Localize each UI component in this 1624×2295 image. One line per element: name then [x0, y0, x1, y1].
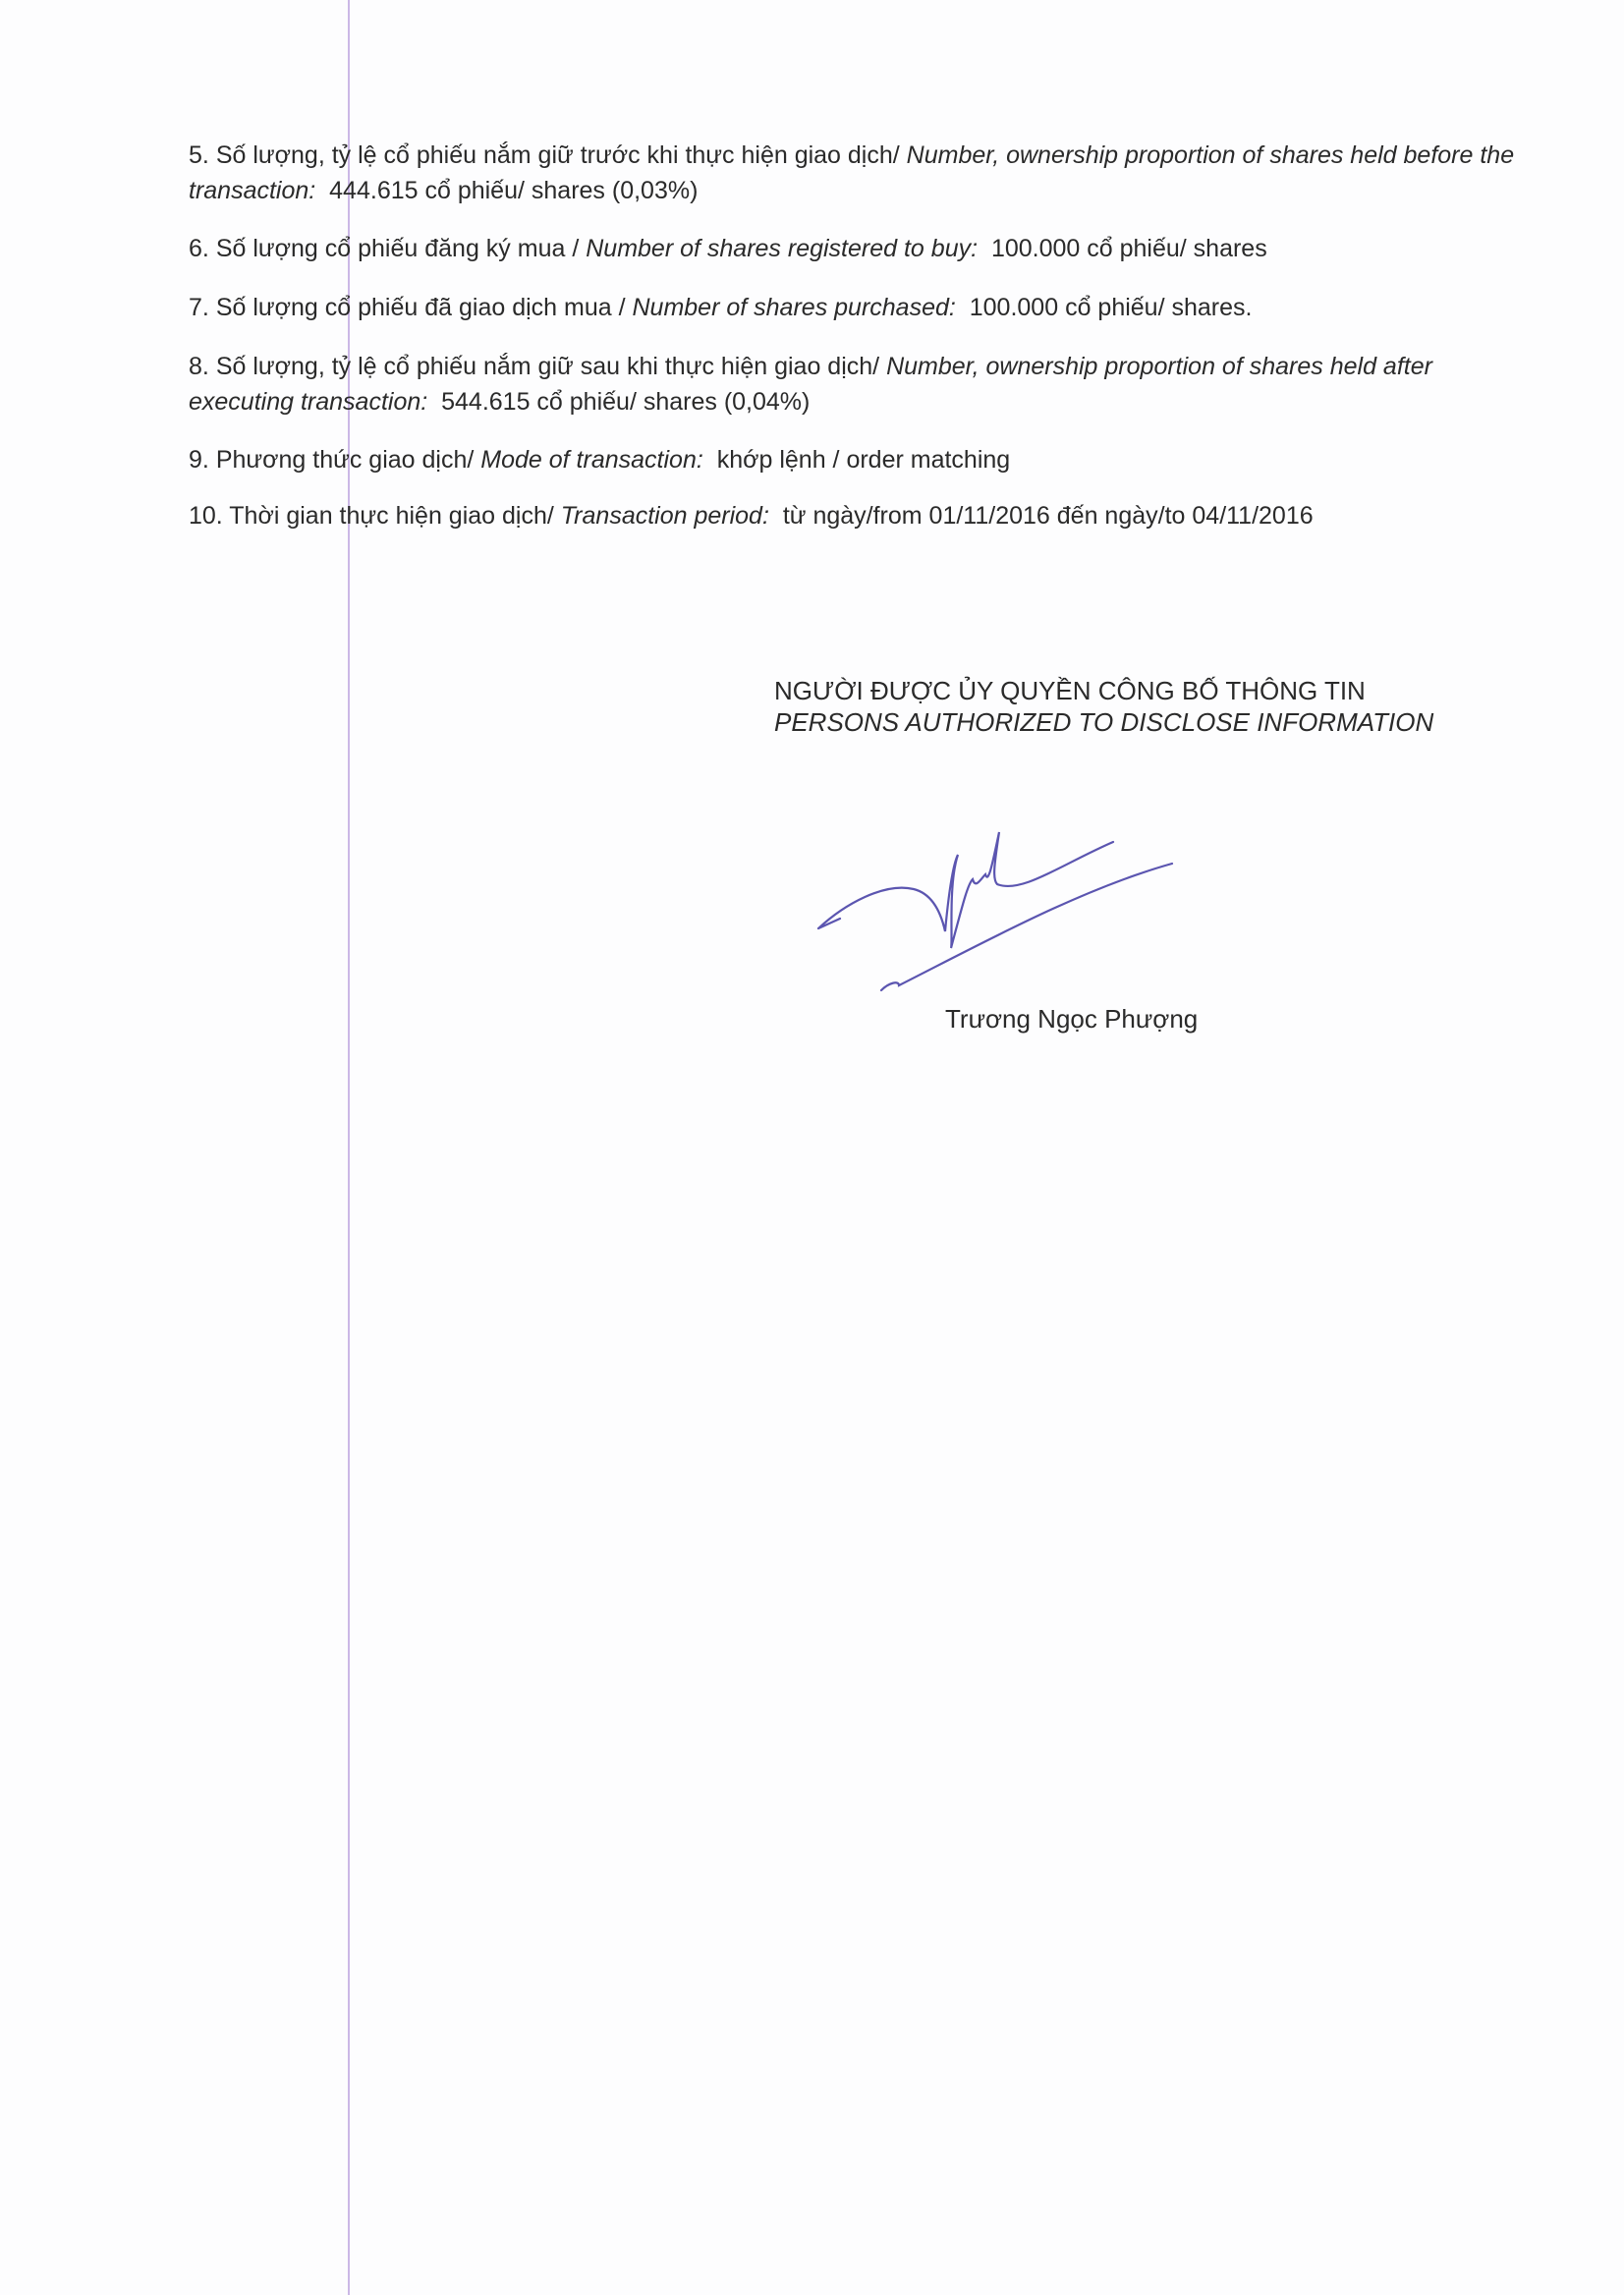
item-7: 7. Số lượng cổ phiếu đã giao dịch mua / Number of shares purchased: 100.000 cổ phiếu/ shares.: [189, 294, 1253, 321]
signatory-title-en: PERSONS AUTHORIZED TO DISCLOSE INFORMATION: [774, 707, 1434, 737]
signature-image: [0, 0, 1624, 1081]
item-6: 6. Số lượng cổ phiếu đăng ký mua / Number of shares registered to buy: 100.000 cổ phiếu/ shares: [189, 235, 1267, 262]
item-8: 8. Số lượng, tỷ lệ cổ phiếu nắm giữ sau khi thực hiện giao dịch/ Number, ownership proportion of shares held after executing transaction: 544.615 cổ phiếu/ shares (0,04%): [189, 353, 1432, 416]
item-5: 5. Số lượng, tỷ lệ cổ phiếu nắm giữ trước khi thực hiện giao dịch/ Number, ownership proportion of shares held before the transaction: 444.615 cổ phiếu/ shares (0,03%): [189, 141, 1515, 204]
item-9: 9. Phương thức giao dịch/ Mode of transaction: khớp lệnh / order matching: [189, 446, 1011, 474]
item-10: 10. Thời gian thực hiện giao dịch/ Transaction period: từ ngày/from 01/11/2016 đến ngày/to 04/11/2016: [189, 502, 1314, 530]
signatory-title-vi: NGƯỜI ĐƯỢC ỦY QUYỀN CÔNG BỐ THÔNG TIN: [774, 676, 1366, 705]
signer-name: Trương Ngọc Phượng: [945, 1004, 1199, 1034]
